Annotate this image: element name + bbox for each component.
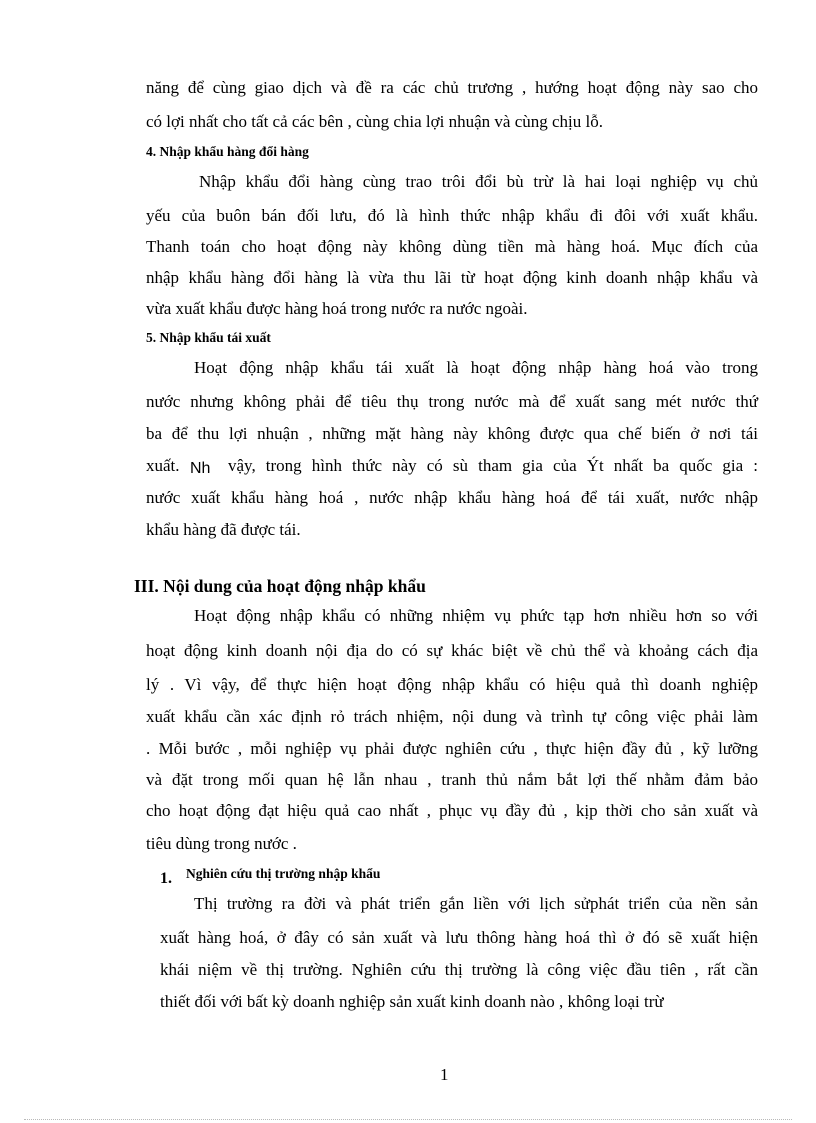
body-line: Hoạt động nhập khẩu có những nhiệm vụ phức tạp hơn nhiều hơn so với	[194, 606, 758, 625]
body-line: Hoạt động nhập khẩu tái xuất là hoạt động nhập hàng hoá vào trong	[194, 358, 758, 377]
body-line: nước nhưng không phải để tiêu thụ trong nước mà để xuất sang mét nước thứ	[146, 392, 758, 411]
body-line: nước xuất khẩu hàng hoá , nước nhập khẩu hàng hoá để tái xuất, nước nhập	[146, 488, 758, 507]
section-heading: 5. Nhập khẩu tái xuất	[146, 330, 271, 345]
body-line: và đặt trong mối quan hệ lẫn nhau , tranh thủ nắm bắt lợi thế nhằm đảm bảo	[146, 770, 758, 789]
body-line: yếu của buôn bán đối lưu, đó là hình thức nhập khẩu đi đôi với xuất khẩu.	[146, 206, 758, 225]
body-line: hoạt động kinh doanh nội địa do có sự khác biệt về chủ thể và khoảng cách địa	[146, 641, 758, 660]
body-line: Nhập khẩu đổi hàng cùng trao trôi đổi bù trừ là hai loại nghiệp vụ chủ	[199, 172, 758, 191]
page-bottom-rule	[24, 1119, 792, 1120]
glyph-fragment: Nh	[190, 460, 211, 477]
body-line: xuất khẩu cần xác định rỏ trách nhiệm, nội dung và trình tự công việc phải làm	[146, 707, 758, 726]
body-line: ba để thu lợi nhuận , những mặt hàng này không được qua chế biến ở nơi tái	[146, 424, 758, 443]
body-line-start: xuất.	[146, 456, 180, 475]
body-line: khẩu hàng đã được tái.	[146, 520, 301, 539]
body-line: Thị trường ra đời và phát triển gắn liền với lịch sửphát triển của nền sản	[194, 894, 758, 913]
body-line: vừa xuất khẩu được hàng hoá trong nước ra nước ngoài.	[146, 299, 528, 318]
body-line: vậy, trong hình thức này có sù tham gia của Ýt nhất ba quốc gia :	[228, 456, 758, 475]
body-line: thiết đối với bất kỳ doanh nghiệp sản xuất kinh doanh nào , không loại trừ	[160, 992, 664, 1011]
body-line: xuất hàng hoá, ở đây có sản xuất và lưu thông hàng hoá thì ở đó sẽ xuất hiện	[160, 928, 758, 947]
chapter-heading: III. Nội dung của hoạt động nhập khẩu	[134, 576, 426, 596]
body-line: tiêu dùng trong nước .	[146, 834, 297, 853]
body-line: khái niệm về thị trường. Nghiên cứu thị trường là công việc đầu tiên , rất cần	[160, 960, 758, 979]
page-number: 1	[440, 1065, 449, 1084]
body-line: có lợi nhất cho tất cả các bên , cùng chia lợi nhuận và cùng chịu lỗ.	[146, 112, 603, 131]
body-line: Thanh toán cho hoạt động này không dùng tiền mà hàng hoá. Mục đích của	[146, 237, 758, 256]
subsection-number: 1.	[160, 870, 172, 887]
body-line: năng để cùng giao dịch và đề ra các chủ trương , hướng hoạt động này sao cho	[146, 78, 758, 97]
body-line: . Mỗi bước , mỗi nghiệp vụ phải được nghiên cứu , thực hiện đầy đủ , kỹ lưỡng	[146, 739, 758, 758]
section-heading: 4. Nhập khẩu hàng đổi hàng	[146, 144, 309, 159]
body-line: nhập khẩu hàng đổi hàng là vừa thu lãi từ hoạt động kinh doanh nhập khẩu và	[146, 268, 758, 287]
body-line: cho hoạt động đạt hiệu quả cao nhất , phục vụ đầy đủ , kịp thời cho sản xuất và	[146, 801, 758, 820]
body-line: lý . Vì vậy, để thực hiện hoạt động nhập khẩu có hiệu quả thì doanh nghiệp	[146, 675, 758, 694]
subsection-heading: Nghiên cứu thị trường nhập khẩu	[186, 866, 381, 881]
